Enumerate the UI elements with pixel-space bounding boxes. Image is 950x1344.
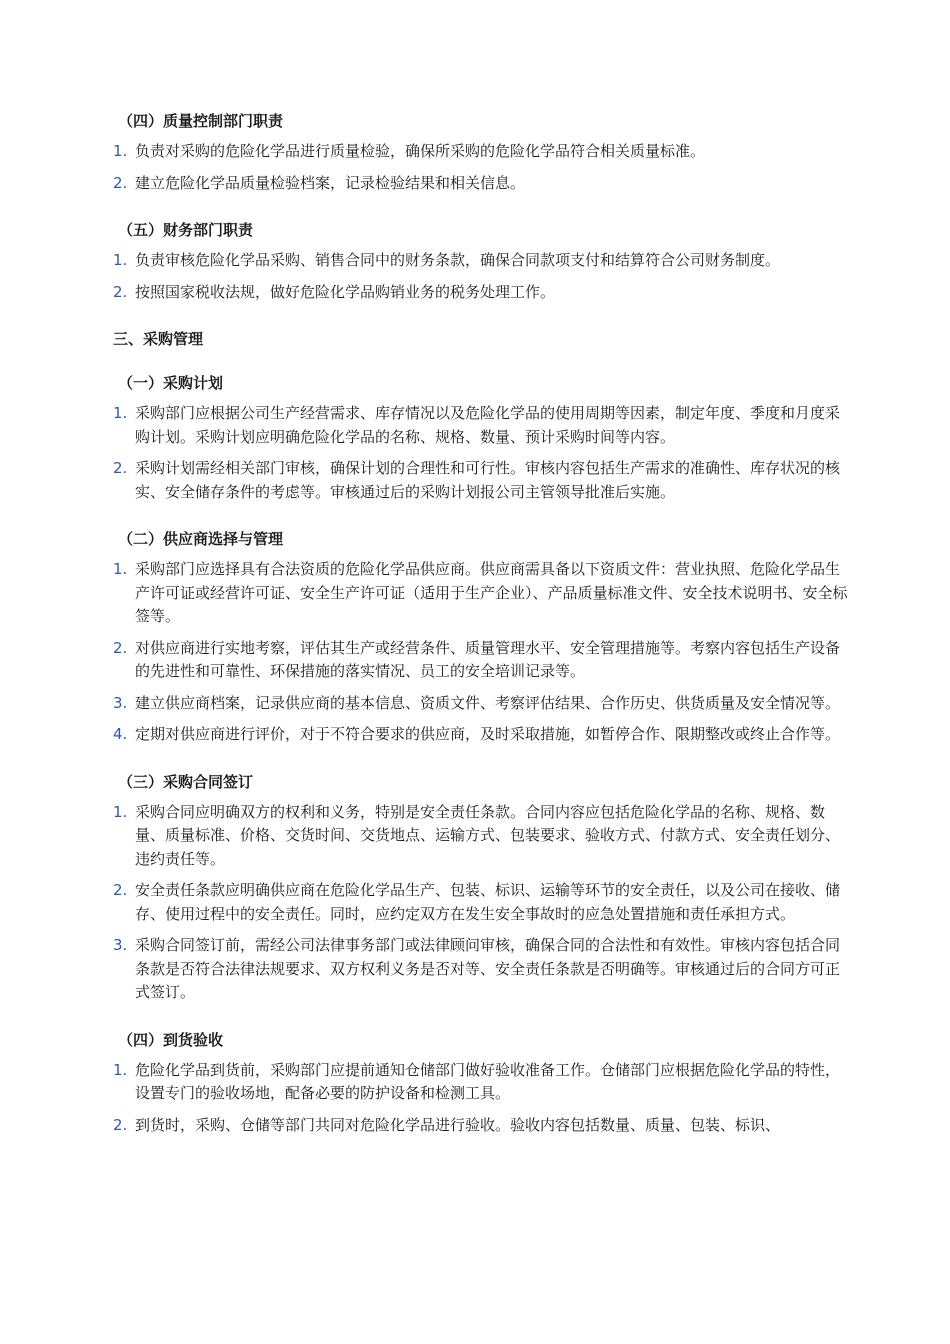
- list-item: [113, 1059, 848, 1106]
- section-heading: （三）采购合同签订: [118, 772, 254, 791]
- list-item-number: 1.: [113, 802, 128, 821]
- list-item-text: 采购合同签订前，需经公司法律事务部门或法律顾问审核，确保合同的合法性和有效性。审核内容包括合同条款是否符合法律法规要求、双方权利义务是否对等、安全责任条款是否明确等。审核通过后的合同方可正式签订。: [135, 936, 841, 1001]
- section-heading: （四）到货验收: [118, 1030, 224, 1049]
- list-item-number: 3.: [113, 936, 128, 954]
- list-item-text: 建立危险化学品质量检验档案，记录检验结果和相关信息。: [135, 173, 526, 192]
- section-spacer: [113, 755, 848, 769]
- list-item: [113, 1114, 848, 1138]
- list-item-number: 2.: [113, 173, 128, 192]
- list-item: [113, 140, 848, 164]
- list-item-text: 建立供应商档案，记录供应商的基本信息、资质文件、考察评估结果、合作历史、供货质量及安全情况等。: [135, 693, 841, 712]
- list-item-number: 1.: [113, 1060, 128, 1079]
- section-spacer: [113, 312, 848, 326]
- document-body: [113, 108, 848, 1159]
- list-item: [113, 879, 848, 926]
- list-item-number: 2.: [113, 282, 128, 301]
- list-item: [113, 558, 848, 629]
- list-item-text: 安全责任条款应明确供应商在危险化学品生产、包装、标识、运输等环节的安全责任，以及公司在接收、储存、使用过程中的安全责任。同时，应约定双方在发生安全事故时的应急处置措施和责任承担方式。: [135, 881, 841, 923]
- list-item-number: 1.: [113, 560, 128, 578]
- list-item-text: 负责对采购的危险化学品进行质量检验，确保所采购的危险化学品符合相关质量标准。: [135, 142, 706, 160]
- section-heading: （五）财务部门职责: [118, 221, 254, 239]
- list-item-text: 到货时，采购、仓储等部门共同对危险化学品进行验收。验收内容包括数量、质量、包装、标识、: [135, 1115, 781, 1134]
- section-heading: （一）采购计划: [118, 374, 224, 392]
- list-item-text: 负责审核危险化学品采购、销售合同中的财务条款，确保合同款项支付和结算符合公司财务制度。: [135, 251, 781, 269]
- list-item-number: 4.: [113, 725, 128, 743]
- list-item-text: 危险化学品到货前，采购部门应提前通知仓储部门做好验收准备工作。仓储部门应根据危险化学品的特性，设置专门的验收场地，配备必要的防护设备和检测工具。: [135, 1060, 841, 1102]
- section-heading: （四）质量控制部门职责: [118, 112, 284, 130]
- list-item-number: 2.: [113, 1115, 128, 1134]
- list-item: [113, 402, 848, 449]
- list-item-number: 2.: [113, 459, 128, 477]
- list-item-text: 定期对供应商进行评价，对于不符合要求的供应商，及时采取措施，如暂停合作、限期整改或终止合作等。: [135, 725, 841, 743]
- list-item: [113, 637, 848, 684]
- list-item-number: 1.: [113, 404, 128, 422]
- list-item-text: 采购部门应选择具有合法资质的危险化学品供应商。供应商需具备以下资质文件：营业执照、危险化学品生产许可证或经营许可证、安全生产许可证（适用于生产企业）、产品质量标准文件、安全技术说明书、安全标签等。: [135, 560, 848, 625]
- list-item-number: 3.: [113, 693, 128, 712]
- list-item-number: 2.: [113, 638, 128, 657]
- section-spacer: [113, 512, 848, 526]
- list-item-text: 采购合同应明确双方的权利和义务，特别是安全责任条款。合同内容应包括危险化学品的名称、规格、数量、质量标准、价格、交货时间、交货地点、运输方式、包装要求、验收方式、付款方式、安全责任划分、违约责任等。: [135, 802, 841, 868]
- list-item: [113, 281, 848, 305]
- list-item-text: 对供应商进行实地考察，评估其生产或经营条件、质量管理水平、安全管理措施等。考察内容包括生产设备的先进性和可靠性、环保措施的落实情况、员工的安全培训记录等。: [135, 638, 841, 680]
- section-heading: （二）供应商选择与管理: [118, 530, 284, 548]
- section-spacer: [113, 203, 848, 217]
- section-spacer: [113, 1013, 848, 1027]
- list-item: [113, 457, 848, 504]
- list-item-text: 采购计划需经相关部门审核，确保计划的合理性和可行性。审核内容包括生产需求的准确性、库存状况的核实、安全储存条件的考虑等。审核通过后的采购计划报公司主管领导批准后实施。: [135, 459, 841, 501]
- list-item-text: 采购部门应根据公司生产经营需求、库存情况以及危险化学品的使用周期等因素，制定年度、季度和月度采购计划。采购计划应明确危险化学品的名称、规格、数量、预计采购时间等内容。: [135, 404, 841, 446]
- list-item: [113, 249, 848, 273]
- list-item-number: 1.: [113, 142, 128, 160]
- section-spacer: [113, 1145, 848, 1159]
- chapter-heading: 三、采购管理: [113, 330, 204, 348]
- list-item: [113, 723, 848, 747]
- list-item: [113, 801, 848, 872]
- list-item: [113, 934, 848, 1005]
- list-item-text: 按照国家税收法规，做好危险化学品购销业务的税务处理工作。: [135, 282, 556, 301]
- list-item: [113, 172, 848, 196]
- list-item-number: 1.: [113, 251, 128, 269]
- list-item: [113, 692, 848, 716]
- list-item-number: 2.: [113, 881, 128, 899]
